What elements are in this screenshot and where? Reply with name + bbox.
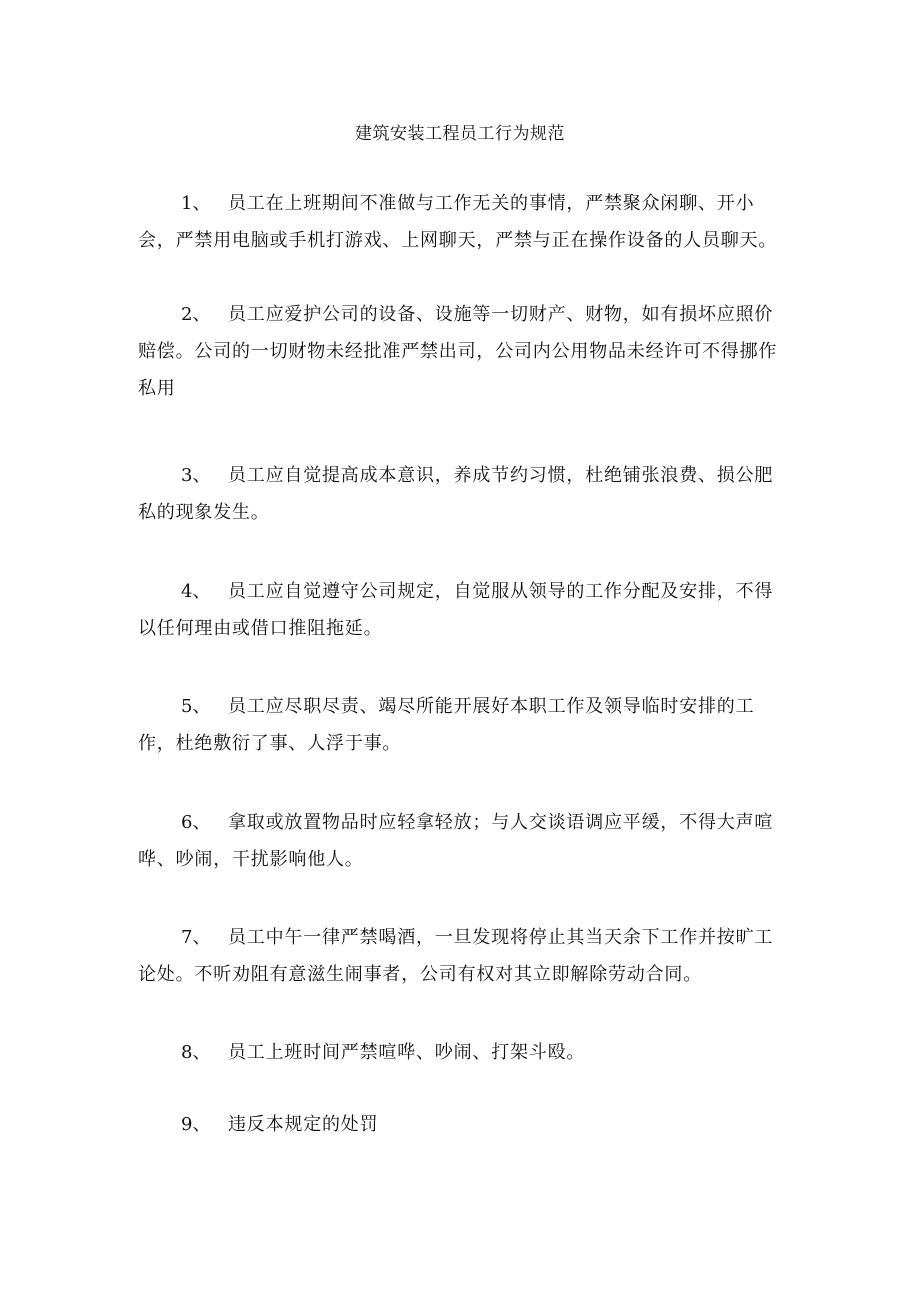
rule-item-9 bbox=[138, 1106, 788, 1143]
rule-number: 1、 bbox=[181, 193, 211, 214]
rule-number: 6、 bbox=[181, 812, 211, 833]
rule-text: 员工在上班期间不准做与工作无关的事情，严禁聚众闲聊、开小会，严禁用电脑或手机打游戏、上网聊天，严禁与正在操作设备的人员聊天。 bbox=[138, 193, 778, 251]
rule-number: 2、 bbox=[181, 304, 211, 325]
rule-text: 员工应自觉提高成本意识，养成节约习惯，杜绝铺张浪费、损公肥私的现象发生。 bbox=[138, 465, 774, 523]
rule-number: 7、 bbox=[181, 927, 211, 948]
rule-item-7 bbox=[138, 919, 788, 993]
rule-number: 4、 bbox=[181, 581, 211, 602]
rule-text: 拿取或放置物品时应轻拿轻放；与人交谈语调应平缓，不得大声喧哗、吵闹，干扰影响他人。 bbox=[138, 812, 774, 870]
rule-item-3 bbox=[138, 457, 788, 531]
rule-text: 违反本规定的处罚 bbox=[228, 1114, 379, 1135]
rule-text: 员工应爱护公司的设备、设施等一切财产、财物，如有损坏应照价赔偿。公司的一切财物未经批准严禁出司，公司内公用物品未经许可不得挪作私用 bbox=[138, 304, 778, 399]
document-title: 建筑安装工程员工行为规范 bbox=[355, 124, 565, 144]
rule-number: 9、 bbox=[181, 1114, 211, 1135]
rule-number: 5、 bbox=[181, 696, 211, 717]
rule-number: 3、 bbox=[181, 465, 211, 486]
rule-text: 员工中午一律严禁喝酒，一旦发现将停止其当天余下工作并按旷工论处。不听劝阻有意滋生闹事者，公司有权对其立即解除劳动合同。 bbox=[138, 927, 774, 985]
rule-text: 员工应自觉遵守公司规定，自觉服从领导的工作分配及安排，不得以任何理由或借口推阻拖延。 bbox=[138, 581, 774, 639]
rule-item-2 bbox=[138, 296, 788, 407]
rule-item-5 bbox=[138, 688, 788, 762]
rule-text: 员工上班时间严禁喧哗、吵闹、打架斗殴。 bbox=[228, 1042, 586, 1063]
rule-text: 员工应尽职尽责、竭尽所能开展好本职工作及领导临时安排的工作，杜绝敷衍了事、人浮于事。 bbox=[138, 696, 755, 754]
rule-item-8 bbox=[138, 1034, 788, 1071]
rule-number: 8、 bbox=[181, 1042, 211, 1063]
rule-item-1 bbox=[138, 185, 788, 259]
rule-item-4 bbox=[138, 573, 788, 647]
rule-item-6 bbox=[138, 804, 788, 878]
